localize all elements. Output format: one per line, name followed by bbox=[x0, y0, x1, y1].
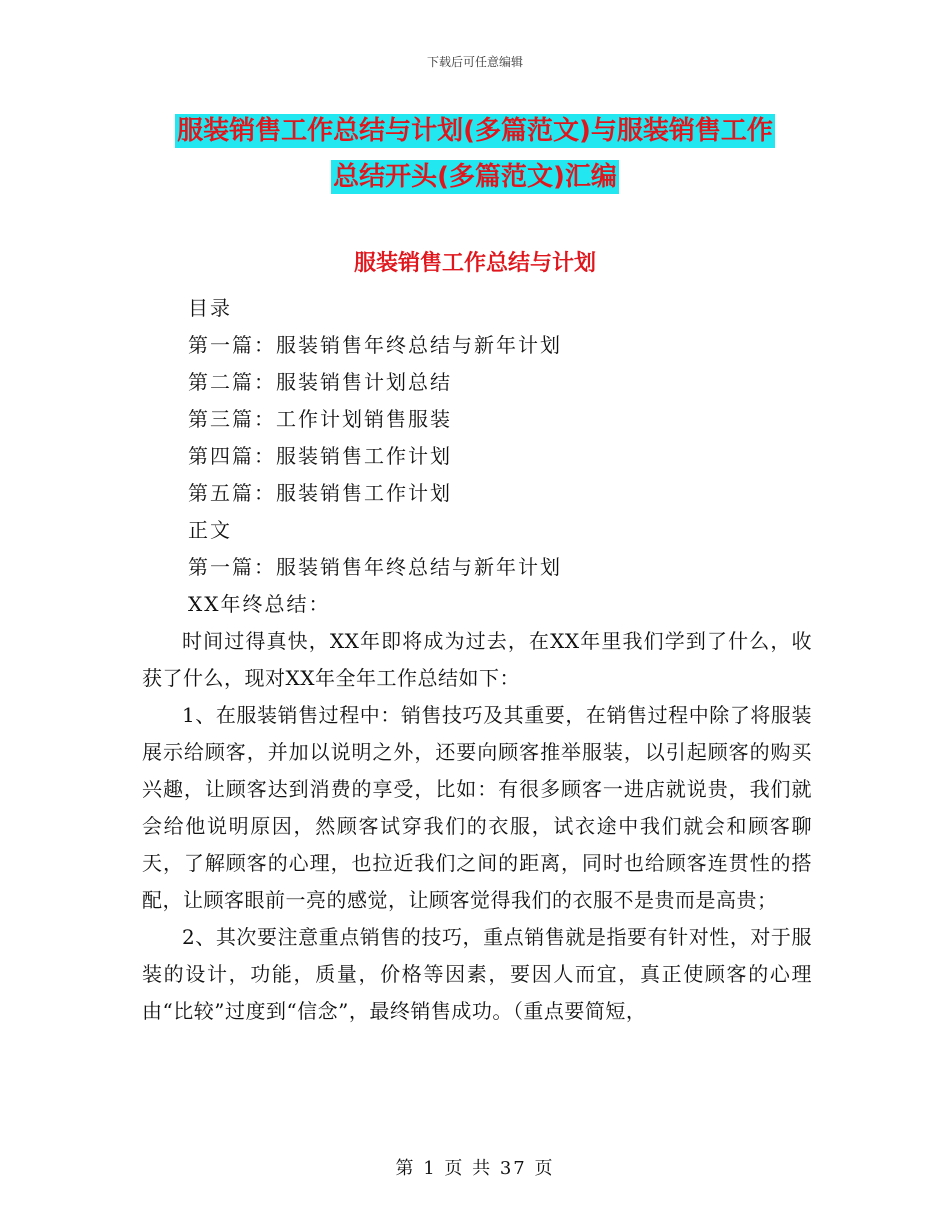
page-footer: 第 1 页 共 37 页 bbox=[395, 1158, 555, 1179]
toc-heading: 目录 bbox=[188, 296, 232, 320]
header-note: 下载后可任意编辑 bbox=[426, 55, 523, 69]
toc-item: 第一篇：服装销售年终总结与新年计划 bbox=[188, 333, 562, 357]
toc-item: 第二篇：服装销售计划总结 bbox=[188, 370, 452, 394]
toc-item: 第三篇：工作计划销售服装 bbox=[188, 407, 452, 431]
body-heading: 正文 bbox=[188, 518, 232, 542]
paragraph: 1、在服装销售过程中：销售技巧及其重要，在销售过程中除了将服装展示给顾客，并加以说明之外，还要向顾客推举服装，以引起顾客的购买兴趣，让顾客达到消费的享受，比如：有很多顾客一进店就说贵，我们就会给他说明原因，然顾客试穿我们的衣服，试衣途中我们就会和顾客聊天，了解顾客的心理，也拉近我们之间的距离，同时也给顾客连贯性的搭配，让顾客眼前一亮的感觉，让顾客觉得我们的衣服不是贵而是高贵； bbox=[142, 703, 812, 912]
subheading: XX年终总结： bbox=[188, 592, 331, 616]
section-title: 服装销售工作总结与计划 bbox=[353, 251, 596, 276]
paragraph: 2、其次要注意重点销售的技巧，重点销售就是指要有针对性，对于服装的设计，功能，质量，价格等因素，要因人而宜，真正使顾客的心理由“比较”过度到“信念”，最终销售成功。（重点要简短， bbox=[142, 925, 812, 1023]
document-title bbox=[140, 108, 810, 200]
paragraph: 时间过得真快，XX年即将成为过去，在XX年里我们学到了什么，收获了什么，现对XX年全年工作总结如下： bbox=[142, 629, 812, 690]
chapter-heading: 第一篇：服装销售年终总结与新年计划 bbox=[188, 555, 562, 579]
document-body bbox=[142, 290, 812, 1030]
document-title-line-1: 服装销售工作总结与计划(多篇范文)与服装销售工作 bbox=[177, 116, 773, 146]
toc-item: 第五篇：服装销售工作计划 bbox=[188, 481, 452, 505]
document-title-line-2: 总结开头(多篇范文)汇编 bbox=[333, 162, 617, 192]
toc-item: 第四篇：服装销售工作计划 bbox=[188, 444, 452, 468]
